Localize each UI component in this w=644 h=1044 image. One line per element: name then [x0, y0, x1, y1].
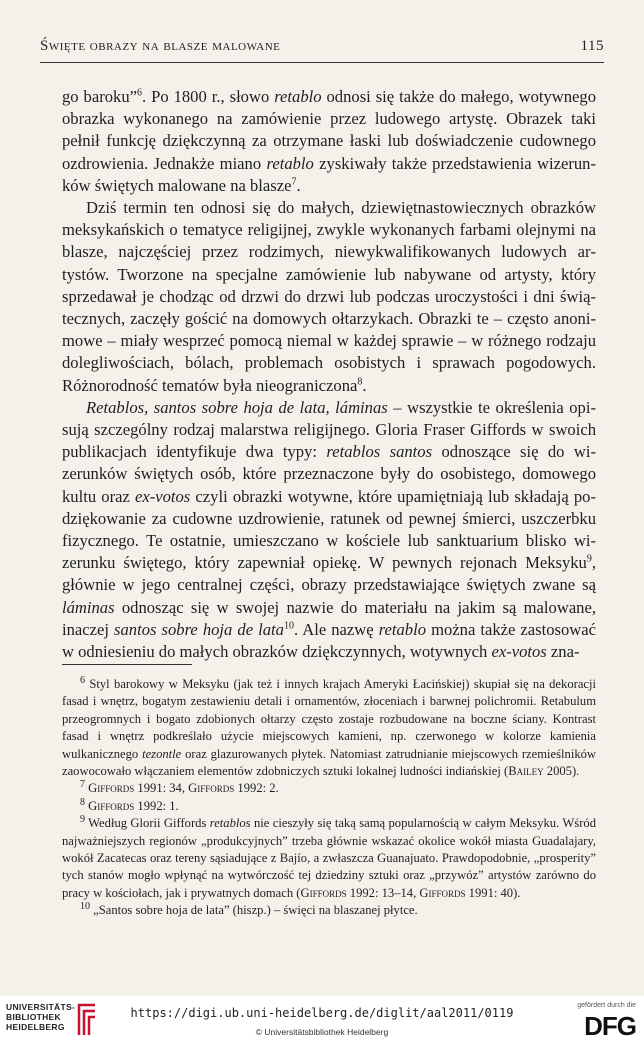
author-giffords: Giffords — [419, 885, 466, 900]
text: odnoszące się do wizerunków świętych osób, które przeznaczone były do osobistego, domowego kultu oraz — [62, 442, 597, 506]
footnote-ref-10[interactable]: 10 — [283, 620, 294, 632]
footnote-text: nie cieszyły się taką samą popularnością w całym Meksyku. Wśród najważniejszych regionów „produkcyjnych” trzeba głównie wskazać okolice wokół miasta Guadalajary, wokół Zacatecas oraz tereny sąsiadujące z Bajío, a zwłaszcza Guanajuato. Prawdopodobnie, „prosperity” tych stanów mogło wpłynąć na wytwórczość tej dziedziny sztuki oraz „przywóz” artystów zarówno do pracy w kościołach, jak i prywatnych domach ( — [62, 816, 596, 900]
footnote-10 — [62, 902, 596, 919]
term-retablo: retablo — [266, 153, 314, 173]
paragraph-1 — [62, 86, 596, 197]
footnote-number: 10 — [80, 901, 90, 913]
text: . Po 1800 r., słowo — [142, 87, 275, 106]
footnote-text: 2005). — [543, 764, 580, 779]
text: można także zastosować w odniesieniu do małych obrazków dziękczynnych, wotywnych — [62, 619, 596, 662]
footnote-6 — [62, 676, 596, 780]
dfg-logo[interactable]: DFG — [584, 1011, 636, 1041]
term-tezontle: tezontle — [142, 746, 182, 761]
library-name: UNIVERSITÄTS- BIBLIOTHEK HEIDELBERG — [6, 1002, 76, 1032]
footnote-ref-9[interactable]: 9 — [586, 553, 592, 565]
text: zyskiwały także przedstawienia wizerunków świętych malowane na blasze — [62, 153, 596, 195]
author-bailey: Bailey — [508, 764, 544, 779]
author-giffords: Giffords — [188, 781, 235, 796]
running-title: Święte obrazy na blasze malowane — [40, 38, 281, 54]
text: . Ale nazwę — [293, 619, 379, 639]
footnote-number: 6 — [80, 674, 85, 686]
footnote-rule — [62, 664, 192, 665]
footnotes — [62, 676, 596, 920]
term-retablo: retablo — [378, 619, 427, 639]
text: Dziś termin ten odnosi się do małych, dziewiętnastowiecznych obrazków meksykańskich o tematyce religijnej, zwykle wykonanych farbami olejnymi na blasze, najczęściej przez rodzimych, niewykwalifikowanych ludowych artystów. Tworzone na specjalne zamówienie lub nabywane od artysty, który sprzedawał je chodząc od drzwi do drzwi lub podczas uroczystości i dni świątecznych, zaczęły gościć na domowych ołtarzykach. Obrazki te – często anonimowe – miały wesprzeć pomocą niemal w każdej sprawie – w różnego rodzaju dolegliwościach, bólach, problemach osobistych i sprawach pogodowych. Różnorodność tematów była nieograniczona — [62, 198, 596, 395]
copyright-notice: © Universitätsbibliothek Heidelberg — [255, 1027, 389, 1037]
permalink[interactable]: https://digi.ub.uni-heidelberg.de/diglit/aal2011/0119 — [130, 1006, 514, 1020]
text: go baroku” — [62, 87, 137, 106]
footnote-number: 9 — [80, 814, 85, 826]
paragraph-3 — [62, 397, 596, 663]
footnote-text: 1992: 13–14, — [346, 885, 420, 900]
term-ex-votos: ex-votos — [134, 486, 191, 506]
page-number: 115 — [580, 38, 604, 54]
term-retablos-santos: retablos santos — [326, 442, 433, 462]
text: . — [362, 375, 367, 395]
term-retablos: retablos — [209, 816, 251, 831]
running-head — [40, 38, 604, 55]
footnote-text: oraz glazurowanych płytek. Natomiast zatrudnianie miejscowych rzemieślników zaowocowało włączaniem elementów zdobniczych sztuki lokalnej ludności indiańskiej ( — [62, 746, 597, 779]
author-giffords: Giffords — [88, 781, 135, 796]
header-rule — [40, 62, 604, 63]
footnote-text: 1991: 40). — [465, 885, 521, 900]
text: czyli obrazki wotywne, które upamiętniają lub składają podziękowanie za cudowne uzdrowienie, ratunek od pewnej śmierci, uszczerbku fizycznego. Te ostatnie, umieszczano w kościele lub sanktuarium blisko wizerunku świętego, który zapewniał opiekę. W pewnych rejonach Meksyku — [62, 486, 596, 573]
term-santos-sobre-hoja: santos sobre hoja de lata — [114, 619, 284, 639]
text: . — [296, 175, 301, 195]
footnote-text: „Santos sobre hoja de lata” (hiszp.) – święci na blaszanej płytce. — [90, 903, 418, 918]
footnote-ref-6[interactable]: 6 — [137, 87, 142, 99]
author-giffords: Giffords — [300, 885, 347, 900]
funded-by-label: gefördert durch die — [577, 1002, 636, 1009]
main-text — [62, 86, 596, 663]
paragraph-2 — [62, 197, 596, 397]
footnote-text: 1992: 1. — [134, 798, 179, 813]
text: – wszystkie te określenia opisują szczególny rodzaj malarstwa religijnego. Gloria Fraser Giffords w swoich publikacjach identyfikuje dwa typy: — [62, 397, 596, 462]
text: , głównie w jego centralnej części, obrazy przedstawiające świętych zwane są — [62, 553, 596, 595]
footnote-ref-8[interactable]: 8 — [357, 376, 363, 388]
footnote-text: 1992: 2. — [234, 781, 279, 796]
text: odnosi się także do małego, wotywnego obrazka wykonanego na zamówienie przez ludowego artystę. Obrazek taki pełnił funkcję dziękczynną za otrzymane łaski lub doświadczenie cudownego ozdrowienia. Jednakże miano — [62, 87, 597, 173]
term-laminas: láminas — [62, 597, 115, 617]
footnote-7 — [62, 780, 596, 797]
footnote-ref-7[interactable]: 7 — [291, 176, 297, 188]
text: zna- — [546, 642, 580, 662]
footnote-8 — [62, 798, 596, 815]
term-ex-votos: ex-votos — [491, 642, 547, 662]
term-retablo: retablo — [274, 87, 322, 106]
term-list: Retablos, santos sobre hoja de lata, láminas — [86, 397, 388, 417]
footnote-number: 7 — [80, 779, 85, 791]
author-giffords: Giffords — [88, 798, 135, 813]
footnote-number: 8 — [80, 796, 85, 808]
footnote-text: Styl barokowy w Meksyku (jak też i innych krajach Ameryki Łacińskiej) skupiał się na dekoracji fasad i wnętrz, bogatym zestawieniu detali i ornamentów, złoceniach i barwnej polichromii. Retabulum przeogromnych i bogato zdobionych ołtarzy często zostaje rozbudowane na boczne ściany. Kontrast fasad i wnętrz podkreślało użycie miejscowych kamieni, np. czerwonego w kolorze kamienia wulkanicznego — [62, 677, 596, 761]
footnote-9 — [62, 815, 596, 902]
text: odnosząc się w swojej nazwie do materiału na jakim są malowane, inaczej — [62, 597, 596, 639]
footnote-text: 1991: 34, — [134, 781, 189, 796]
footnote-text: Według Glorii Giffords — [85, 816, 210, 831]
